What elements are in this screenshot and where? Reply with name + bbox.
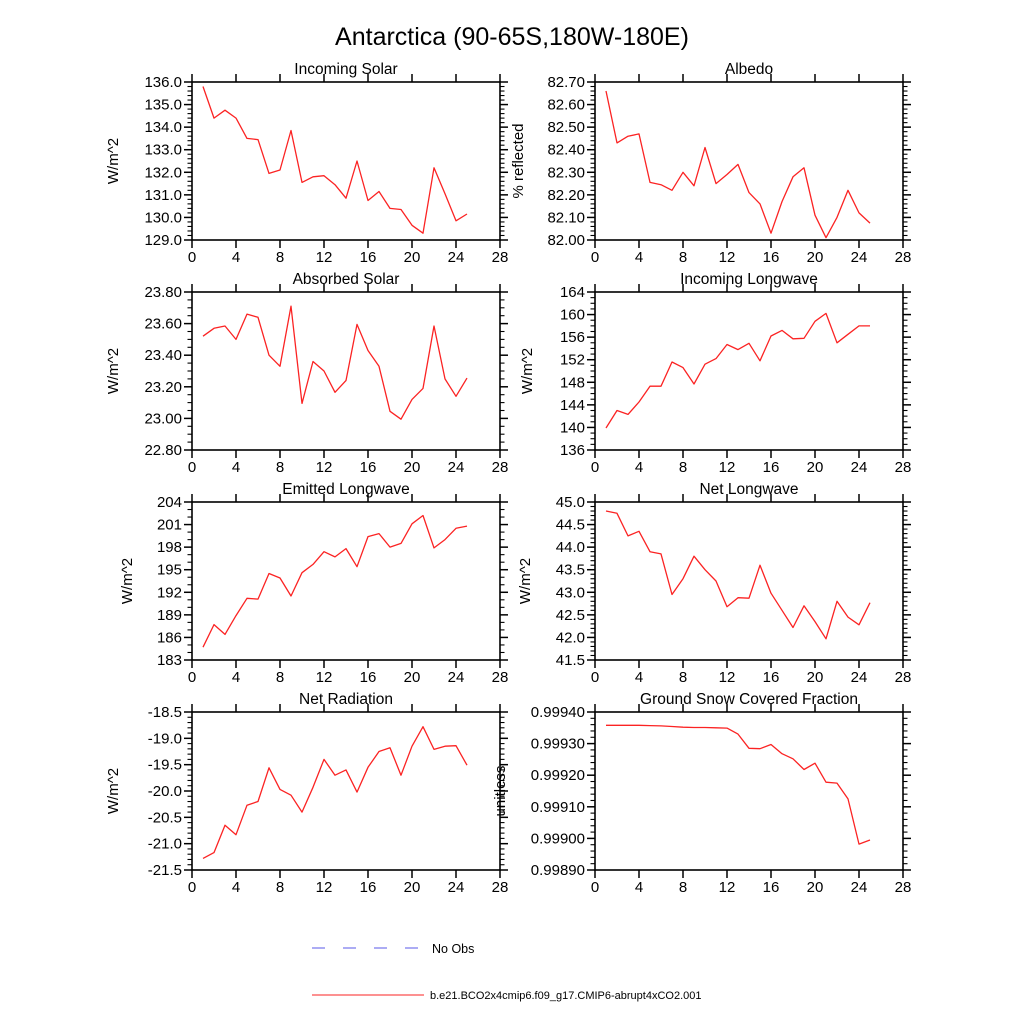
plot-area <box>148 704 509 896</box>
x-tick-label: 4 <box>634 459 644 476</box>
y-tick-label: 0.99940 <box>530 704 585 721</box>
x-tick-label: 20 <box>403 459 421 476</box>
x-tick-label: 24 <box>850 459 868 476</box>
data-line <box>203 306 467 419</box>
y-tick-label: 0.99910 <box>530 798 585 816</box>
x-tick-label: 8 <box>275 669 285 686</box>
y-tick-label: 43.0 <box>555 584 585 602</box>
x-tick-label: 8 <box>275 249 285 266</box>
x-tick-label: 4 <box>231 249 241 266</box>
y-tick-label: 82.20 <box>547 186 585 204</box>
y-axis-label: % reflected <box>510 123 527 199</box>
y-tick-label: 183 <box>156 652 182 669</box>
x-tick-label: 28 <box>894 669 912 686</box>
y-tick-label: 152 <box>559 351 585 369</box>
data-line <box>203 516 467 648</box>
x-tick-label: 0 <box>590 669 600 686</box>
x-tick-label: 0 <box>590 879 600 896</box>
y-tick-label: 204 <box>156 494 182 511</box>
y-tick-label: 198 <box>156 539 182 557</box>
y-tick-label: 192 <box>156 584 182 602</box>
x-tick-label: 28 <box>491 879 509 896</box>
x-tick-label: 20 <box>403 879 421 896</box>
subplot-title: Albedo <box>724 61 774 78</box>
y-tick-label: 82.40 <box>547 141 585 159</box>
x-tick-label: 12 <box>718 669 736 686</box>
y-tick-label: 23.00 <box>144 410 182 428</box>
y-tick-label: 82.60 <box>547 96 585 114</box>
x-tick-label: 0 <box>187 669 197 686</box>
subplot-albedo <box>510 61 911 266</box>
x-tick-label: 16 <box>762 879 780 896</box>
subplot-title: Absorbed Solar <box>292 271 400 288</box>
x-tick-label: 20 <box>806 669 824 686</box>
x-tick-label: 0 <box>187 879 197 896</box>
x-tick-label: 20 <box>806 459 824 476</box>
subplot-emitted-longwave <box>119 481 508 686</box>
plot-frame <box>595 712 903 870</box>
y-tick-label: 201 <box>156 516 182 534</box>
subplot-net-radiation <box>105 691 508 896</box>
plot-area <box>560 284 911 476</box>
y-tick-label: 44.5 <box>555 516 585 534</box>
x-tick-label: 12 <box>315 249 333 266</box>
x-tick-label: 8 <box>678 459 688 476</box>
y-tick-label: -19.0 <box>147 730 182 748</box>
plot-frame <box>595 502 903 660</box>
y-tick-label: 195 <box>156 561 182 579</box>
x-tick-label: 24 <box>850 249 868 266</box>
subplot-title: Ground Snow Covered Fraction <box>640 691 858 708</box>
data-line <box>203 727 467 859</box>
y-axis-label: W/m^2 <box>519 347 536 395</box>
x-tick-label: 28 <box>894 249 912 266</box>
y-axis-label: W/m^2 <box>105 137 122 185</box>
x-tick-label: 24 <box>447 249 465 266</box>
x-tick-label: 12 <box>315 669 333 686</box>
y-tick-label: 44.0 <box>555 539 585 557</box>
data-line <box>606 511 870 639</box>
y-tick-label: -21.5 <box>147 862 182 879</box>
plot-area <box>144 284 508 476</box>
y-tick-label: 45.0 <box>555 494 585 511</box>
x-tick-label: 20 <box>403 669 421 686</box>
plot-area <box>157 494 508 686</box>
y-tick-label: 23.80 <box>144 284 182 301</box>
x-tick-label: 4 <box>634 249 644 266</box>
y-tick-label: 144 <box>559 396 585 414</box>
x-tick-label: 4 <box>231 879 241 896</box>
y-tick-label: 160 <box>559 306 585 324</box>
y-tick-label: 0.99920 <box>530 767 585 785</box>
y-tick-label: -21.0 <box>147 835 182 853</box>
x-tick-label: 28 <box>491 249 509 266</box>
data-line <box>606 91 870 238</box>
x-tick-label: 0 <box>590 459 600 476</box>
subplot-ground-snow-covered-fraction <box>492 691 911 896</box>
x-tick-label: 0 <box>590 249 600 266</box>
x-tick-label: 24 <box>850 879 868 896</box>
y-tick-label: 42.5 <box>555 606 585 624</box>
y-tick-label: 136 <box>559 442 585 459</box>
y-tick-label: -20.0 <box>147 783 182 800</box>
y-tick-label: 41.5 <box>555 652 585 669</box>
y-tick-label: 0.99930 <box>530 735 585 753</box>
x-tick-label: 16 <box>359 879 377 896</box>
y-axis-label: W/m^2 <box>105 347 122 395</box>
x-tick-label: 12 <box>315 459 333 476</box>
y-tick-label: 129.0 <box>144 232 182 249</box>
subplot-title: Incoming Solar <box>294 61 398 78</box>
x-tick-label: 12 <box>315 879 333 896</box>
plot-frame <box>192 292 500 450</box>
legend-label-model: b.e21.BCO2x4cmip6.f09_g17.CMIP6-abrupt4xCO2.001 <box>430 990 702 1002</box>
y-tick-label: 23.20 <box>144 378 182 396</box>
y-tick-label: 140 <box>559 419 585 437</box>
y-tick-label: 82.30 <box>547 164 585 182</box>
y-tick-label: 130.0 <box>144 209 182 227</box>
y-tick-label: -18.5 <box>147 704 182 721</box>
y-tick-label: 23.40 <box>144 347 182 365</box>
data-line <box>606 725 870 844</box>
x-tick-label: 16 <box>359 459 377 476</box>
x-tick-label: 28 <box>894 879 912 896</box>
y-tick-label: 131.0 <box>144 186 182 204</box>
x-tick-label: 8 <box>678 669 688 686</box>
x-tick-label: 24 <box>447 879 465 896</box>
plot-frame <box>595 82 903 240</box>
x-tick-label: 28 <box>894 459 912 476</box>
x-tick-label: 20 <box>806 879 824 896</box>
x-tick-label: 16 <box>762 669 780 686</box>
subplot-title: Net Radiation <box>299 691 393 708</box>
x-tick-label: 12 <box>718 459 736 476</box>
legend-label-no-obs: No Obs <box>432 942 475 956</box>
y-tick-label: 42.0 <box>555 629 585 647</box>
y-axis-label: unitless <box>492 765 509 817</box>
x-tick-label: 20 <box>806 249 824 266</box>
y-axis-label: W/m^2 <box>119 557 136 605</box>
y-tick-label: 22.80 <box>144 442 182 459</box>
plot-area <box>144 74 508 266</box>
y-tick-label: -19.5 <box>147 756 182 774</box>
x-tick-label: 12 <box>718 879 736 896</box>
y-tick-label: 23.60 <box>144 315 182 333</box>
x-tick-label: 16 <box>359 669 377 686</box>
y-tick-label: 164 <box>559 284 585 301</box>
plot-frame <box>192 502 500 660</box>
x-tick-label: 20 <box>403 249 421 266</box>
plot-frame <box>595 292 903 450</box>
y-tick-label: 82.70 <box>547 74 585 91</box>
figure-title: Antarctica (90-65S,180W-180E) <box>335 23 689 51</box>
x-tick-label: 16 <box>359 249 377 266</box>
y-tick-label: -20.5 <box>147 809 182 827</box>
x-tick-label: 8 <box>275 879 285 896</box>
y-tick-label: 132.0 <box>144 164 182 182</box>
legend <box>312 942 702 1002</box>
x-tick-label: 4 <box>634 669 644 686</box>
y-tick-label: 189 <box>156 606 182 624</box>
subplot-absorbed-solar <box>105 271 508 476</box>
y-tick-label: 186 <box>156 629 182 647</box>
data-line <box>606 313 870 428</box>
y-tick-label: 82.50 <box>547 119 585 137</box>
x-tick-label: 8 <box>678 249 688 266</box>
x-tick-label: 16 <box>762 249 780 266</box>
x-tick-label: 16 <box>762 459 780 476</box>
x-tick-label: 8 <box>678 879 688 896</box>
plot-area <box>556 494 912 686</box>
y-tick-label: 43.5 <box>555 561 585 579</box>
x-tick-label: 4 <box>231 459 241 476</box>
x-tick-label: 8 <box>275 459 285 476</box>
x-tick-label: 28 <box>491 459 509 476</box>
x-tick-label: 0 <box>187 459 197 476</box>
x-tick-label: 24 <box>447 459 465 476</box>
y-tick-label: 82.10 <box>547 209 585 227</box>
x-tick-label: 4 <box>231 669 241 686</box>
subplot-title: Incoming Longwave <box>680 271 818 288</box>
plot-area <box>531 704 912 896</box>
x-tick-label: 28 <box>491 669 509 686</box>
subplot-title: Net Longwave <box>699 481 799 498</box>
plot-area <box>547 74 911 266</box>
y-axis-label: W/m^2 <box>105 767 122 815</box>
y-tick-label: 133.0 <box>144 141 182 159</box>
y-tick-label: 148 <box>559 374 585 392</box>
y-tick-label: 136.0 <box>144 74 182 91</box>
x-tick-label: 4 <box>634 879 644 896</box>
y-axis-label: W/m^2 <box>517 557 534 605</box>
x-tick-label: 12 <box>718 249 736 266</box>
y-tick-label: 156 <box>559 329 585 347</box>
subplot-title: Emitted Longwave <box>282 481 410 498</box>
y-tick-label: 82.00 <box>547 232 585 249</box>
subplot-incoming-solar <box>105 61 508 266</box>
x-tick-label: 24 <box>850 669 868 686</box>
plot-frame <box>192 712 500 870</box>
x-tick-label: 24 <box>447 669 465 686</box>
y-tick-label: 134.0 <box>144 119 182 137</box>
subplot-incoming-longwave <box>519 271 911 476</box>
y-tick-label: 0.99890 <box>530 862 585 879</box>
y-tick-label: 0.99900 <box>530 830 585 848</box>
data-line <box>203 87 467 234</box>
x-tick-label: 0 <box>187 249 197 266</box>
y-tick-label: 135.0 <box>144 96 182 114</box>
subplot-net-longwave <box>517 481 911 686</box>
